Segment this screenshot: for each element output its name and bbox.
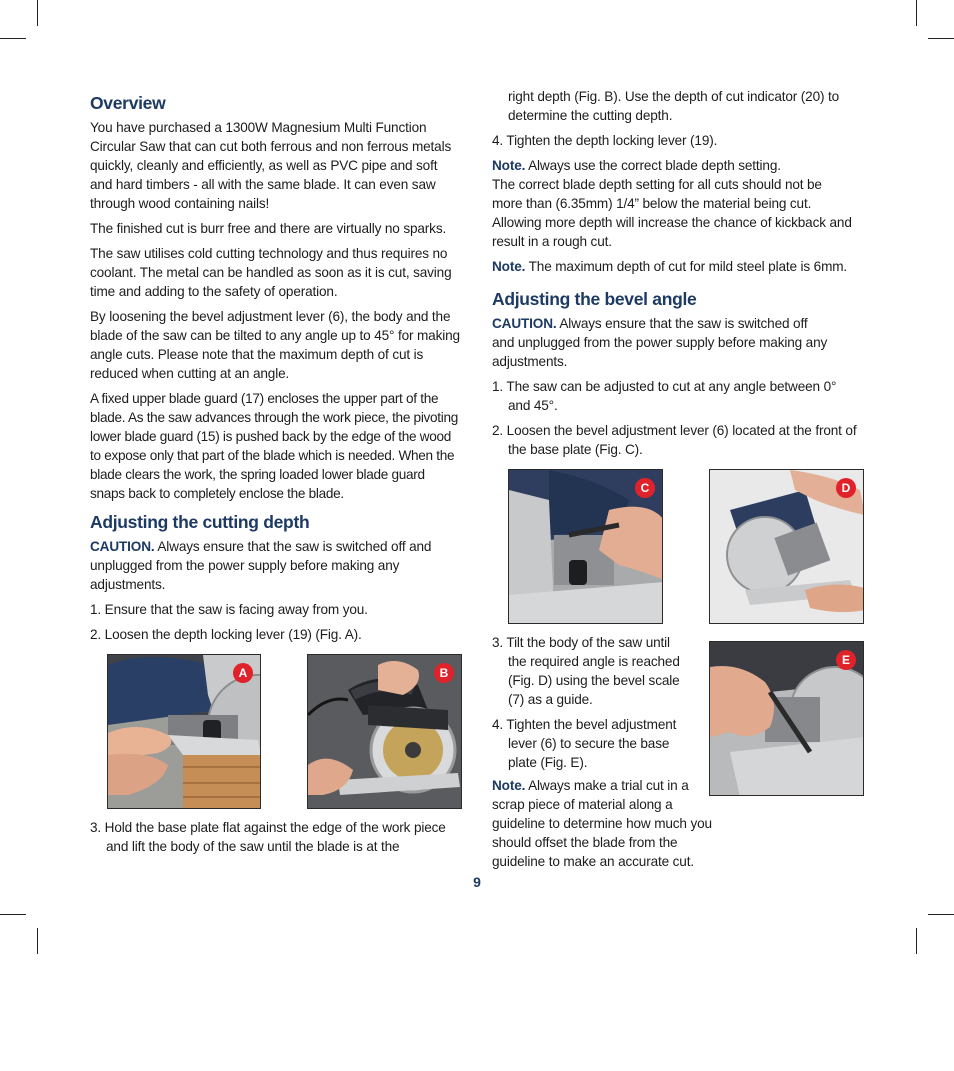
note-label: Note. bbox=[492, 778, 526, 793]
figure-a-photo bbox=[107, 654, 261, 809]
right-column-steps bbox=[492, 633, 692, 778]
note-label: Note. bbox=[492, 158, 526, 173]
caution-note bbox=[492, 314, 864, 371]
figure-b-badge: B bbox=[434, 663, 454, 683]
list-item: 2. Loosen the depth locking lever (19) (Fig. A). bbox=[90, 627, 362, 642]
left-column bbox=[90, 92, 462, 650]
figure-e-photo bbox=[709, 641, 864, 796]
caution-text: Always ensure that the saw is switched off and unplugged from the power supply before making any adjustments. bbox=[90, 539, 432, 592]
note bbox=[492, 257, 864, 276]
crop-mark bbox=[37, 0, 38, 26]
right-column-note bbox=[492, 776, 864, 877]
note-text: Always make a trial cut in a scrap piece of material along a guideline to determine how much you should offset the blade from the guideline to make an accurate cut. bbox=[492, 778, 712, 869]
left-column-bottom bbox=[90, 818, 462, 862]
figure-d-photo bbox=[709, 469, 864, 624]
caution-label: CAUTION. bbox=[90, 539, 155, 554]
cutting-depth-heading: Adjusting the cutting depth bbox=[90, 512, 310, 532]
figure-a-badge: A bbox=[233, 663, 253, 683]
page-number: 9 bbox=[473, 874, 481, 890]
caution-note bbox=[90, 537, 462, 594]
caution-text: Always ensure that the saw is switched off and unplugged from the power supply before making any adjustments. bbox=[492, 316, 828, 369]
note bbox=[492, 776, 864, 871]
figure-c-badge: C bbox=[635, 478, 655, 498]
crop-mark bbox=[916, 928, 917, 954]
overview-paragraph: By loosening the bevel adjustment lever (6), the body and the blade of the saw can be tilted to any angle up to 45° for making angle cuts. Please note that the maximum depth of cut is reduced when cutting at an angle. bbox=[90, 309, 460, 381]
note-label: Note. bbox=[492, 259, 526, 274]
crop-mark bbox=[0, 38, 26, 39]
crop-mark bbox=[916, 0, 917, 26]
list-item: 2. Loosen the bevel adjustment lever (6) located at the front of the base plate (Fig. C). bbox=[492, 423, 857, 457]
figure-c-photo bbox=[508, 469, 663, 624]
list-item: 4. Tighten the depth locking lever (19). bbox=[492, 133, 718, 148]
crop-mark bbox=[928, 38, 954, 39]
note-text: Always use the correct blade depth setting. bbox=[525, 158, 781, 173]
figure-e-badge: E bbox=[836, 650, 856, 670]
crop-mark bbox=[37, 928, 38, 954]
list-item-continued: right depth (Fig. B). Use the depth of cut indicator (20) to determine the cutting depth. bbox=[508, 89, 840, 123]
figure-d-badge: D bbox=[836, 478, 856, 498]
overview-paragraph: You have purchased a 1300W Magnesium Multi Function Circular Saw that can cut both ferrous and non ferrous metals quickly, cleanly and efficiently, as well as PVC pipe and soft and hard timbers - all with the same blade. It can even saw through wood containing nails! bbox=[90, 120, 452, 211]
note-continued: The correct blade depth setting for all cuts should not be more than (6.35mm) 1/4” below the material being cut. Allowing more depth will increase the chance of kickback and result in a rough cut. bbox=[492, 177, 852, 249]
crop-mark bbox=[0, 914, 26, 915]
overview-heading: Overview bbox=[90, 93, 166, 113]
list-item: 4. Tighten the bevel adjustment lever (6) to secure the base plate (Fig. E). bbox=[492, 717, 677, 770]
overview-paragraph: The saw utilises cold cutting technology and thus requires no coolant. The metal can be handled as soon as it is cut, saving time and adding to the safety of operation. bbox=[90, 246, 452, 299]
right-column bbox=[492, 87, 864, 465]
overview-paragraph: The finished cut is burr free and there are virtually no sparks. bbox=[90, 221, 447, 236]
list-item: 3. Hold the base plate flat against the edge of the work piece and lift the body of the saw until the blade is at the bbox=[90, 820, 446, 854]
note bbox=[492, 156, 864, 175]
list-item: 1. Ensure that the saw is facing away from you. bbox=[90, 602, 368, 617]
list-item: 3. Tilt the body of the saw until the required angle is reached (Fig. D) using the bevel scale (7) as a guide. bbox=[492, 635, 680, 707]
overview-paragraph: A fixed upper blade guard (17) encloses the upper part of the blade. As the saw advances through the work piece, the pivoting lower blade guard (15) is pushed back by the edge of the wood to expose only that part of the blade which is needed. When the blade clears the work, the spring loaded lower blade guard snaps back to completely enclose the blade. bbox=[90, 391, 459, 501]
note-text: The maximum depth of cut for mild steel plate is 6mm. bbox=[525, 259, 848, 274]
figure-b-photo bbox=[307, 654, 462, 809]
list-item: 1. The saw can be adjusted to cut at any angle between 0° and 45°. bbox=[492, 379, 837, 413]
bevel-angle-heading: Adjusting the bevel angle bbox=[492, 289, 697, 309]
caution-label: CAUTION. bbox=[492, 316, 557, 331]
crop-mark bbox=[928, 914, 954, 915]
